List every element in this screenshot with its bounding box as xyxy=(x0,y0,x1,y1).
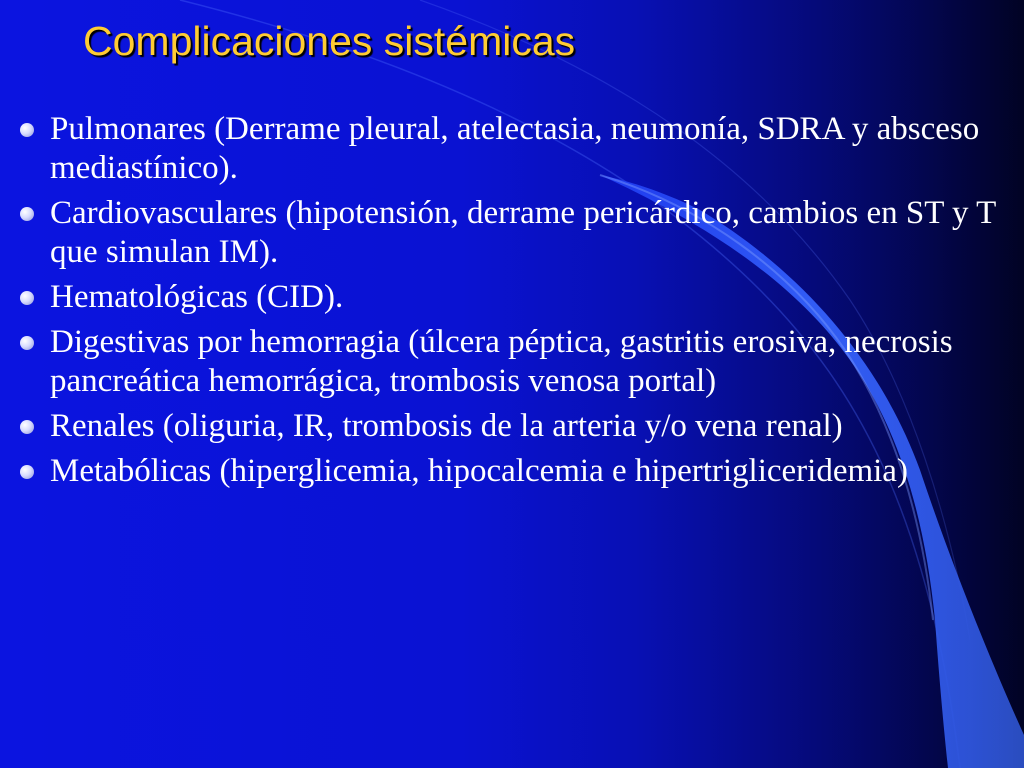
bullet-item-hematologicas xyxy=(16,278,1016,317)
bullet-text: Renales (oliguria, IR, trombosis de la arteria y/o vena renal) xyxy=(50,408,843,444)
bullet-text: Metabólicas (hiperglicemia, hipocalcemia e hipertrigliceridemia) xyxy=(50,453,908,489)
bullet-dot-icon xyxy=(20,207,34,221)
bullet-item-cardiovasculares xyxy=(16,194,1016,272)
bullet-text: Digestivas por hemorragia (úlcera péptica, gastritis erosiva, necrosis pancreática hemorrágica, trombosis venosa portal) xyxy=(50,324,953,399)
slide-title: Complicaciones sistémicas xyxy=(83,18,576,64)
bullet-dot-icon xyxy=(20,336,34,350)
bullet-list xyxy=(16,110,1016,497)
bullet-text: Pulmonares (Derrame pleural, atelectasia, neumonía, SDRA y absceso mediastínico). xyxy=(50,111,980,186)
bullet-dot-icon xyxy=(20,123,34,137)
bullet-item-pulmonares xyxy=(16,110,1016,188)
bullet-text: Cardiovasculares (hipotensión, derrame pericárdico, cambios en ST y T que simulan IM). xyxy=(50,195,996,270)
bullet-dot-icon xyxy=(20,465,34,479)
bullet-item-renales xyxy=(16,407,1016,446)
bullet-dot-icon xyxy=(20,420,34,434)
bullet-dot-icon xyxy=(20,291,34,305)
bullet-item-metabolicas xyxy=(16,452,1016,491)
bullet-item-digestivas xyxy=(16,323,1016,401)
bullet-text: Hematológicas (CID). xyxy=(50,279,344,315)
